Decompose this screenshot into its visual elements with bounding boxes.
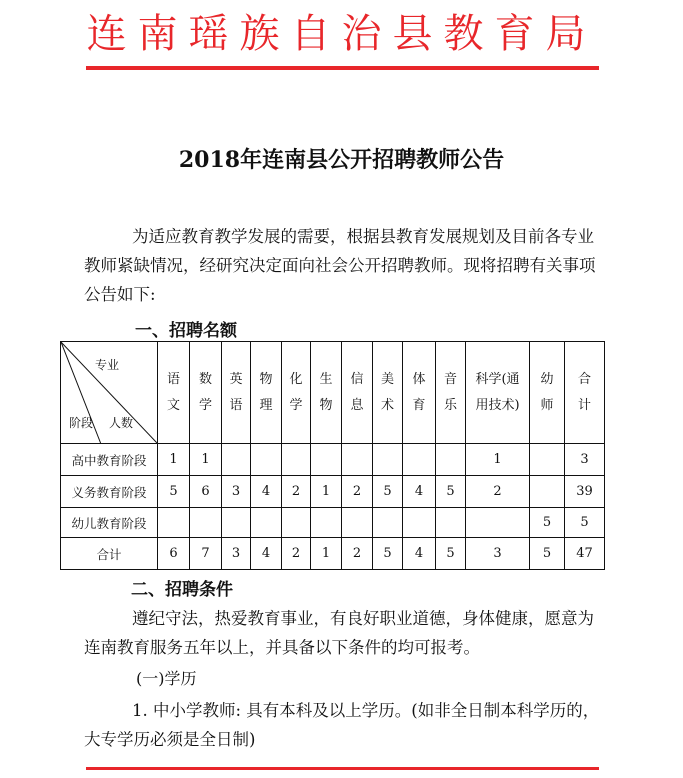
table-cell: 5 (373, 476, 403, 508)
table-cell (282, 508, 311, 538)
table-cell: 7 (190, 538, 222, 570)
table-cell: 4 (251, 476, 282, 508)
table-cell (222, 444, 251, 476)
column-header: 信息 (342, 342, 373, 444)
table-cell (466, 508, 530, 538)
table-cell: 2 (282, 538, 311, 570)
table-cell: 1 (158, 444, 190, 476)
corner-label-stage: 阶段 (69, 416, 94, 430)
column-header: 语文 (158, 342, 190, 444)
table-cell: 6 (158, 538, 190, 570)
table-cell (190, 508, 222, 538)
table-cell (222, 508, 251, 538)
table-cell (530, 476, 565, 508)
row-stage-label: 幼儿教育阶段 (61, 508, 158, 538)
subheading-education: (一)学历 (136, 669, 197, 688)
table-cell: 4 (251, 538, 282, 570)
corner-cell (61, 342, 158, 444)
column-header: 体育 (403, 342, 436, 444)
table-cell (530, 444, 565, 476)
item-education-requirement (84, 696, 604, 754)
column-header: 英语 (222, 342, 251, 444)
intro-text: 为适应教育教学发展的需要，根据县教育发展规划及目前各专业教师紧缺情况，经研究决定面向社会公开招聘教师。现将招聘有关事项公告如下: (84, 227, 596, 304)
table-cell: 5 (373, 538, 403, 570)
table-cell: 39 (565, 476, 605, 508)
table-cell: 5 (158, 476, 190, 508)
table-cell: 2 (342, 538, 373, 570)
table-cell (403, 444, 436, 476)
table-cell: 4 (403, 476, 436, 508)
table-cell (342, 508, 373, 538)
table-cell: 3 (466, 538, 530, 570)
table-cell (251, 508, 282, 538)
table-cell: 2 (282, 476, 311, 508)
table-cell (251, 444, 282, 476)
column-header: 化学 (282, 342, 311, 444)
column-header: 物理 (251, 342, 282, 444)
corner-label-major: 专业 (94, 358, 119, 372)
section-heading-quota: 一、招聘名额 (135, 321, 237, 341)
row-stage-label: 合计 (61, 538, 158, 570)
table-cell: 2 (342, 476, 373, 508)
table-cell: 5 (565, 508, 605, 538)
table-cell (373, 508, 403, 538)
table-cell (311, 444, 342, 476)
table-cell (436, 508, 466, 538)
row-stage-label: 义务教育阶段 (61, 476, 158, 508)
column-header: 幼师 (530, 342, 565, 444)
row-stage-label: 高中教育阶段 (61, 444, 158, 476)
conditions-paragraph (84, 604, 604, 662)
section-heading-conditions: 二、招聘条件 (131, 580, 233, 600)
table-cell: 1 (466, 444, 530, 476)
column-header: 生物 (311, 342, 342, 444)
table-cell: 4 (403, 538, 436, 570)
table-row-preschool (61, 508, 605, 538)
intro-paragraph (84, 222, 604, 309)
red-rule-top (86, 66, 599, 70)
column-header: 音乐 (436, 342, 466, 444)
table-row-total (61, 538, 605, 570)
table-cell: 5 (436, 538, 466, 570)
item-education-text: 1. 中小学教师: 具有本科及以上学历。(如非全日制本科学历的，大专学历必须是全日制) (84, 701, 600, 749)
table-cell (158, 508, 190, 538)
quota-table (60, 341, 604, 569)
table-cell: 1 (311, 538, 342, 570)
table-row-compulsory (61, 476, 605, 508)
column-header: 美术 (373, 342, 403, 444)
table-cell: 3 (222, 476, 251, 508)
table-cell (282, 444, 311, 476)
table-cell (373, 444, 403, 476)
table-cell: 1 (311, 476, 342, 508)
table-cell (311, 508, 342, 538)
notice-title: 2018年连南县公开招聘教师公告 (178, 147, 505, 173)
table-cell: 3 (565, 444, 605, 476)
table-cell (403, 508, 436, 538)
table-row-high-school (61, 444, 605, 476)
table-cell: 47 (565, 538, 605, 570)
table-cell: 1 (190, 444, 222, 476)
corner-label-count: 人数 (109, 416, 134, 430)
red-rule-bottom (86, 767, 599, 770)
column-header: 合计 (565, 342, 605, 444)
table-cell: 6 (190, 476, 222, 508)
table-header-row (61, 342, 605, 444)
column-header: 数学 (190, 342, 222, 444)
table-cell: 5 (530, 508, 565, 538)
column-header: 科学(通用技术) (466, 342, 530, 444)
table-cell: 5 (530, 538, 565, 570)
table-cell (342, 444, 373, 476)
table-cell: 3 (222, 538, 251, 570)
table-cell: 5 (436, 476, 466, 508)
conditions-text: 遵纪守法，热爱教育事业，有良好职业道德，身体健康，愿意为连南教育服务五年以上，并具备以下条件的均可报考。 (84, 609, 594, 657)
table-cell (436, 444, 466, 476)
org-header: 连南瑶族自治县教育局 (86, 11, 597, 57)
table-cell: 2 (466, 476, 530, 508)
